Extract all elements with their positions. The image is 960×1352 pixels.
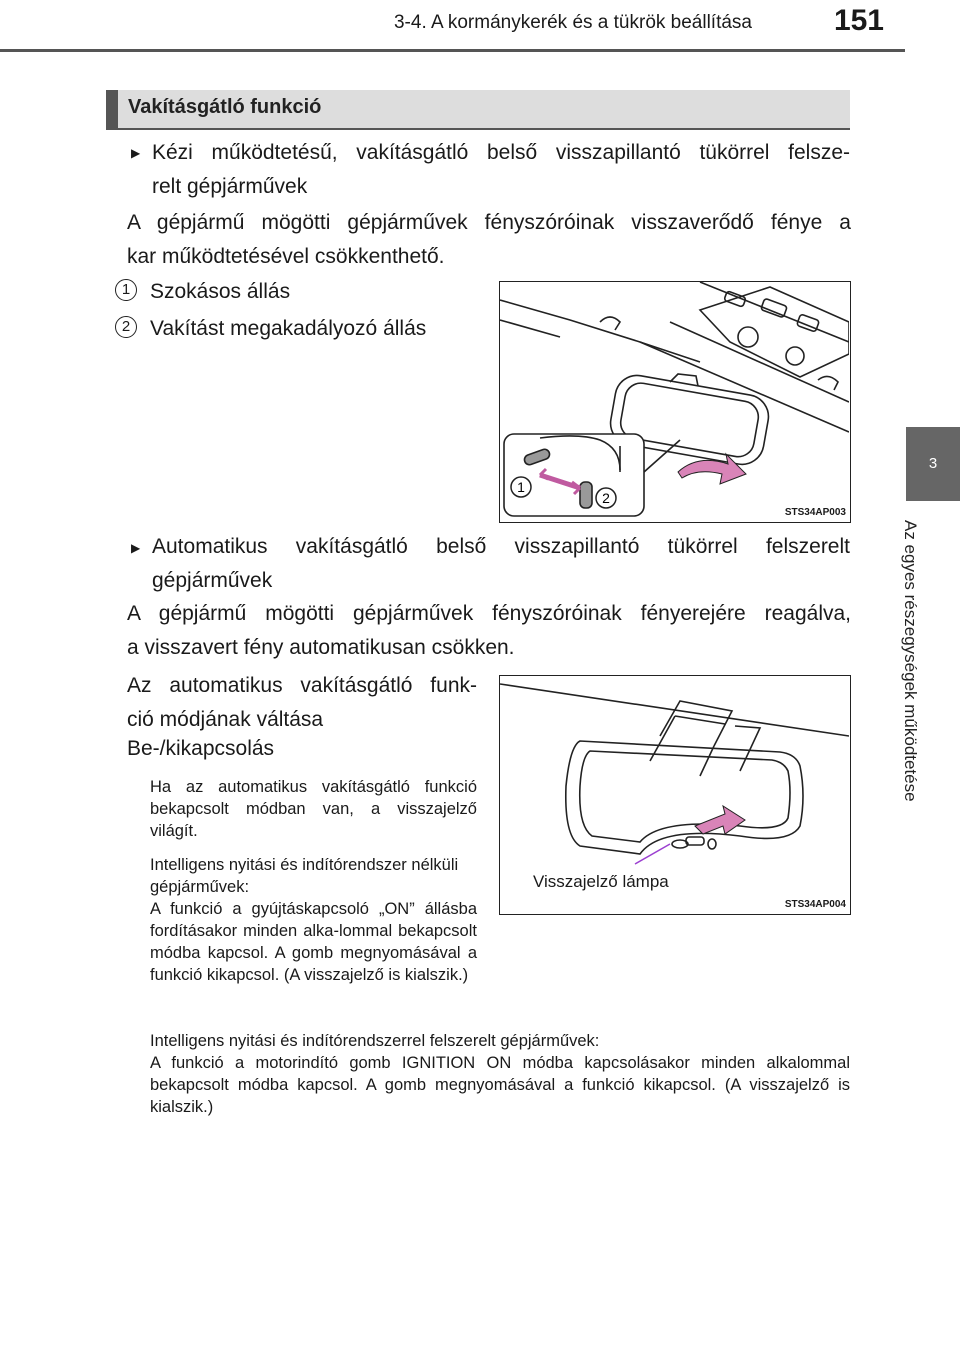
note-with-smart-key [150,1030,850,1118]
auto-body-line1: A gépjármű mögötti gépjárművek fényszóróinak fényerejére reagálva, [127,602,851,625]
manual-body-line1: A gépjármű mögötti gépjárművek fényszóróinak visszaverődő fénye a [127,211,851,234]
item-anti-glare-position: Vakítást megakadályozó állás [150,317,427,340]
manual-heading-line2: relt gépjárművek [152,175,308,198]
page-number: 151 [833,4,884,37]
callout-1: 1 [517,479,525,495]
auto-heading-line1: Automatikus vakításgátló belső visszapillantó tükörrel felszerelt [152,535,850,558]
note-indicator: Ha az automatikus vakításgátló funkció bekapcsolt módban van, a visszajelző világít. [150,778,477,840]
item-normal-position: Szokásos állás [150,280,291,303]
bullet-triangle-icon: ▶ [131,541,141,555]
mode-switch-line1: Az automatikus vakításgátló funk- [127,674,477,697]
note-without-smart-key-title: Intelligens nyitási és indítórendszer nélküli gépjárművek: [150,856,459,896]
figure-code-2: STS34AP004 [784,899,846,910]
manual-body-line2: kar működtetésével csökkenthető. [127,245,445,268]
header-rule [0,49,905,52]
callout-2: 2 [602,490,610,506]
manual-heading-line1: Kézi működtetésű, vakításgátló belső visszapillantó tükörrel felsze- [152,141,850,164]
bullet-triangle-icon: ▶ [131,146,141,160]
auto-heading-line2: gépjárművek [152,569,273,592]
note-without-smart-key [150,854,477,986]
chapter-side-text: Az egyes részegységek működtetése [901,520,920,802]
note-without-smart-key-text: A funkció a gyújtáskapcsoló „ON” állásba fordításakor minden alka-lommal bekapcsolt módba kapcsol. A gomb megnyomásával a funkció kikapcsol. (A visszajelző is kialszik.) [150,900,477,984]
figure-manual-mirror [499,281,851,523]
figure-code-1: STS34AP003 [784,507,846,518]
auto-body [127,597,851,665]
manual-body [127,206,851,274]
section-heading [106,90,850,128]
manual-heading [152,136,850,204]
section-title: Vakításgátló funkció [128,96,322,118]
indicator-lamp-label: Visszajelző lámpa [533,872,669,891]
item-number-2: 2 [115,316,137,338]
note-with-smart-key-text: A funkció a motorindító gomb IGNITION ON módba kapcsolásakor minden alkalommal bekapcsolt módba kapcsol. A gomb megnyomásával a funkció kikapcsol. (A visszajelző is kialszik.) [150,1054,850,1116]
figure-auto-mirror [499,675,851,915]
auto-heading [152,530,850,598]
mode-switch-line2: ció módjának váltása [127,708,324,731]
note-with-smart-key-title: Intelligens nyitási és indítórendszerrel felszerelt gépjárművek: [150,1032,600,1050]
running-header: 3-4. A kormánykerék és a tükrök beállítása [393,12,752,33]
section-rule [106,128,850,130]
mode-switch-heading [127,669,477,737]
auto-body-line2: a visszavert fény automatikusan csökken. [127,636,515,659]
manual-mirror-illustration [500,282,849,521]
item-number-1: 1 [115,279,137,301]
chapter-side-label [900,520,930,850]
chapter-tab: 3 [906,427,960,501]
on-off-label: Be-/kikapcsolás [127,737,275,760]
